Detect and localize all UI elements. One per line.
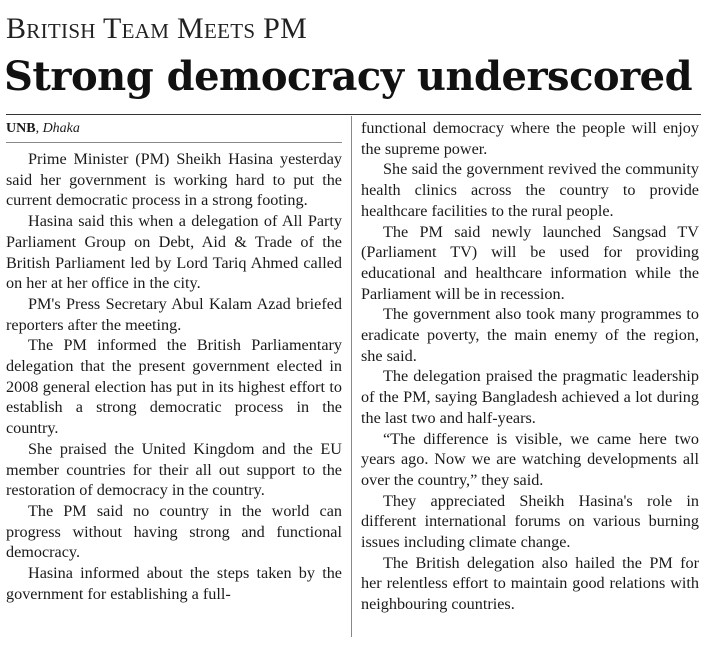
paragraph: “The difference is visible, we came here two years ago. Now we are watching developments all over the country,” they said. (361, 429, 699, 489)
paragraph-continuation: functional democracy where the people will enjoy the supreme power. (361, 119, 699, 158)
article-kicker: British Team Meets PM (6, 12, 308, 45)
paragraph: The delegation praised the pragmatic leadership of the PM, saying Bangladesh achieved a lot during the last two and half-years. (361, 367, 699, 427)
paragraph: The PM said newly launched Sangsad TV (Parliament TV) will be used for providing educational and healthcare information while the Parliament will be in recession. (361, 222, 699, 303)
paragraph: PM's Press Secretary Abul Kalam Azad briefed reporters after the meeting. (6, 294, 342, 334)
paragraph: The PM said no country in the world can progress without having strong and functional democracy. (6, 501, 342, 562)
paragraph: The government also took many programmes to eradicate poverty, the main enemy of the region, she said. (361, 305, 699, 365)
article-headline: Strong democracy underscored (4, 53, 693, 100)
headline-rule (6, 114, 701, 115)
paragraph: The British delegation also hailed the PM for her relentless effort to maintain good relations with neighbouring countries. (361, 553, 699, 614)
byline-agency: UNB (6, 121, 36, 136)
article-column-left (6, 118, 342, 604)
paragraph: She praised the United Kingdom and the EU member countries for their all out support to the restoration of democracy in the country. (6, 439, 342, 500)
paragraph: They appreciated Sheikh Hasina's role in different international forums on various burning issues including climate change. (361, 491, 699, 552)
column-divider (351, 116, 352, 637)
paragraph: The PM informed the British Parliamentary delegation that the present government elected in 2008 general election has put in its highest effort to establish a strong democratic process in the country. (6, 336, 342, 438)
paragraph: Hasina said this when a delegation of All Party Parliament Group on Debt, Aid & Trade of the British Parliament led by Lord Tariq Ahmed called on her at her office in the city. (6, 212, 342, 293)
paragraph: Hasina informed about the steps taken by the government for establishing a full- (6, 564, 342, 603)
paragraph: Prime Minister (PM) Sheikh Hasina yesterday said her government is working hard to put the current democratic process in a strong footing. (6, 150, 342, 210)
byline (6, 118, 342, 143)
byline-place: Dhaka (42, 121, 80, 136)
paragraph: She said the government revived the community health clinics across the country to provide healthcare facilities to the rural people. (361, 160, 699, 220)
byline-separator: , (35, 121, 43, 136)
article-column-right (361, 118, 699, 615)
